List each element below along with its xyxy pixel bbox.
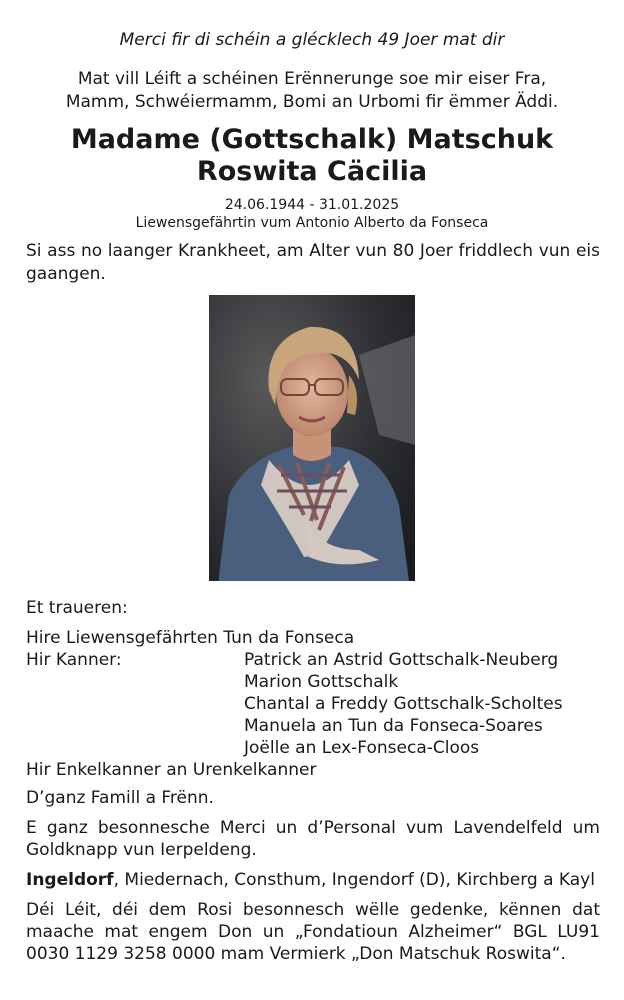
mourner-partner: Hire Liewensgefährten Tun da Fonseca xyxy=(26,628,355,648)
places-rest: , Miedernach, Consthum, Ingendorf (D), Kirchberg a Kayl xyxy=(113,870,595,890)
portrait-image xyxy=(209,295,415,581)
portrait-photo xyxy=(209,295,415,581)
child-entry: Patrick an Astrid Gottschalk-Neuberg xyxy=(244,650,559,670)
thanks-text: E ganz besonnesche Merci un d’Personal vum Lavendelfeld um Goldknapp vun Ierpeldeng. xyxy=(26,818,600,860)
name-line: Roswita Cäcilia xyxy=(196,156,428,187)
places-line xyxy=(26,869,600,891)
child-entry: Chantal a Freddy Gottschalk-Scholtes xyxy=(244,694,563,714)
child-entry: Marion Gottschalk xyxy=(244,672,399,692)
passing-text: Si ass no laanger Krankheet, am Alter vun 80 Joer friddlech vun eis gaangen. xyxy=(26,241,600,284)
child-entry: Manuela an Tun da Fonseca-Soares xyxy=(244,716,543,736)
donation-text: Déi Léit, déi dem Rosi besonnesch wëlle gedenke, kënnen dat maache mat engem Don un „Fondatioun Alzheimer“ BGL LU91 0030 1129 3258 0000 mam Vermierk „Don Matschuk Roswita“. xyxy=(26,900,600,964)
intro-line: Mat vill Léift a schéinen Erënnerunge soe mir eiser Fra, xyxy=(77,69,547,89)
intro-line: Mamm, Schwéiermamm, Bomi an Urbomi fir ëmmer Äddi. xyxy=(65,92,559,112)
child-entry: Joëlle an Lex-Fonseca-Cloos xyxy=(244,738,480,758)
name-line: Madame (Gottschalk) Matschuk xyxy=(70,124,554,155)
children-list xyxy=(244,649,563,759)
intro-text xyxy=(0,68,624,114)
life-dates: 24.06.1944 - 31.01.2025 xyxy=(224,197,400,213)
children-row xyxy=(26,649,600,759)
mourners-section xyxy=(26,597,600,965)
deceased-name xyxy=(0,124,624,188)
family-line: D’ganz Famill a Frënn. xyxy=(26,788,214,808)
places-highlight: Ingeldorf xyxy=(26,870,114,890)
children-label: Hir Kanner: xyxy=(26,650,122,670)
life-dates-block xyxy=(0,196,624,232)
motto: Merci fir di schéin a gléckl​ech 49 Joer mat dir xyxy=(119,30,505,50)
partner-line: Liewensgefährtin vum Antonio Alberto da Fonseca xyxy=(135,215,489,231)
mourners-heading: Et traueren: xyxy=(26,598,128,618)
grandchildren-line: Hir Enkelkanner an Urenkelkanner xyxy=(26,760,317,780)
